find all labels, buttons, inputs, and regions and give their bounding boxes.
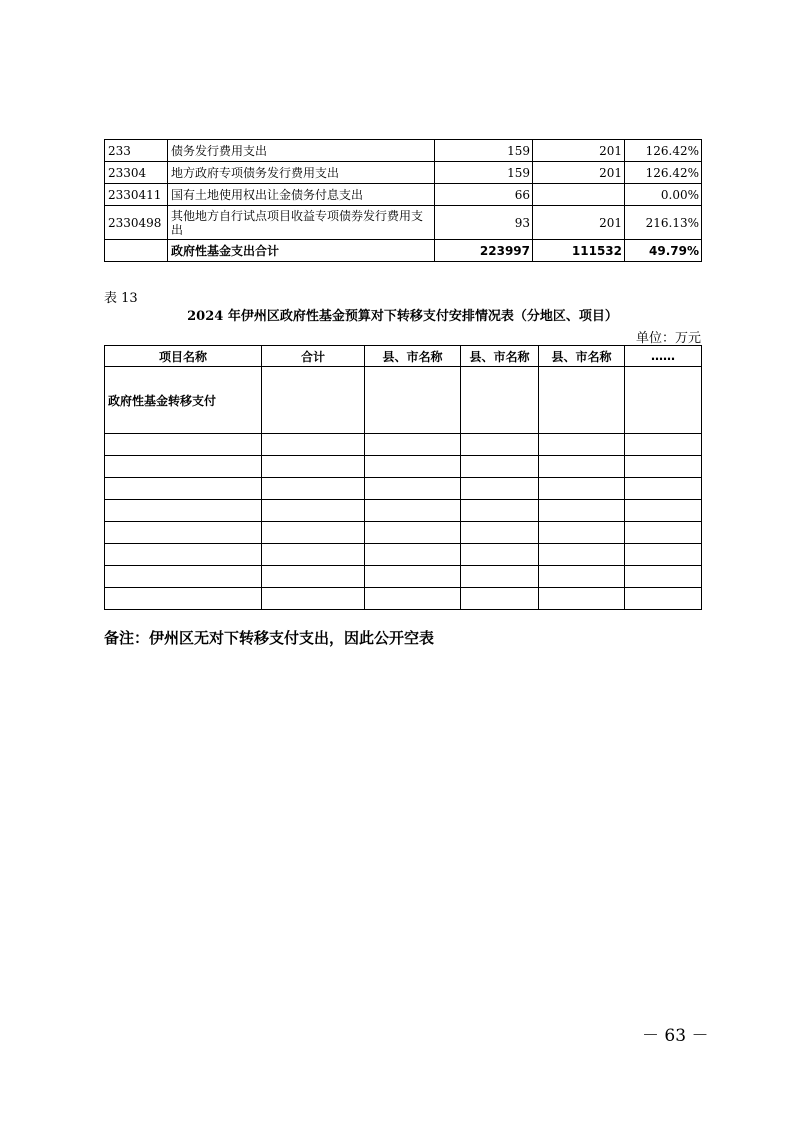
empty-cell — [262, 367, 365, 434]
empty-cell — [105, 500, 262, 522]
row-percent: 126.42% — [625, 140, 702, 162]
empty-cell — [365, 500, 461, 522]
empty-cell — [461, 544, 539, 566]
table-row — [105, 588, 702, 610]
empty-cell — [625, 588, 702, 610]
empty-cell — [262, 588, 365, 610]
table-row — [105, 544, 702, 566]
empty-cell — [262, 500, 365, 522]
empty-cell — [539, 500, 625, 522]
empty-cell — [539, 478, 625, 500]
empty-cell — [461, 434, 539, 456]
empty-cell — [625, 434, 702, 456]
unit-label: 单位：万元 — [635, 331, 701, 346]
header-cell: 项目名称 — [105, 346, 262, 367]
empty-cell — [461, 588, 539, 610]
empty-cell — [262, 522, 365, 544]
row-percent: 216.13% — [625, 206, 702, 240]
total-percent: 49.79% — [625, 240, 702, 262]
empty-cell — [461, 478, 539, 500]
empty-cell — [461, 522, 539, 544]
table-row — [105, 367, 702, 434]
row-code: 23304 — [105, 162, 168, 184]
row-code: 233 — [105, 140, 168, 162]
row-name: 债务发行费用支出 — [168, 140, 435, 162]
table-row — [105, 140, 702, 162]
empty-cell — [539, 544, 625, 566]
table-row — [105, 522, 702, 544]
row-code: 2330498 — [105, 206, 168, 240]
empty-cell — [105, 456, 262, 478]
empty-cell — [262, 434, 365, 456]
empty-cell — [625, 367, 702, 434]
table-row — [105, 478, 702, 500]
table-row — [105, 184, 702, 206]
empty-cell — [461, 566, 539, 588]
empty-cell — [461, 500, 539, 522]
table-row — [105, 206, 702, 240]
empty-cell — [105, 588, 262, 610]
page-number: － 63 － — [642, 1026, 709, 1046]
empty-cell — [365, 434, 461, 456]
row-value-1: 93 — [435, 206, 533, 240]
row-value-1: 159 — [435, 140, 533, 162]
empty-cell — [105, 566, 262, 588]
empty-cell — [625, 566, 702, 588]
empty-cell — [539, 588, 625, 610]
transfer-payment-table — [104, 345, 702, 610]
empty-cell — [539, 434, 625, 456]
table-row — [105, 456, 702, 478]
header-row — [105, 346, 702, 367]
empty-cell — [625, 478, 702, 500]
total-code — [105, 240, 168, 262]
empty-cell — [461, 367, 539, 434]
empty-cell — [461, 456, 539, 478]
empty-cell — [262, 456, 365, 478]
empty-cell — [105, 434, 262, 456]
header-cell: 县、市名称 — [539, 346, 625, 367]
budget-expenditure-table — [104, 139, 702, 262]
table-number: 表 13 — [104, 291, 138, 306]
total-value-2: 111532 — [533, 240, 625, 262]
row-percent: 126.42% — [625, 162, 702, 184]
row-percent: 0.00% — [625, 184, 702, 206]
remark-note: 备注：伊州区无对下转移支付支出，因此公开空表 — [104, 629, 435, 647]
empty-cell — [365, 544, 461, 566]
empty-cell — [105, 544, 262, 566]
empty-cell — [625, 500, 702, 522]
header-cell: …… — [625, 346, 702, 367]
empty-cell — [262, 566, 365, 588]
row-code: 2330411 — [105, 184, 168, 206]
total-value-1: 223997 — [435, 240, 533, 262]
table-row — [105, 434, 702, 456]
empty-cell — [539, 566, 625, 588]
row-label: 政府性基金转移支付 — [105, 367, 262, 434]
empty-cell — [105, 478, 262, 500]
header-cell: 县、市名称 — [365, 346, 461, 367]
table-row — [105, 566, 702, 588]
empty-cell — [365, 367, 461, 434]
empty-cell — [365, 478, 461, 500]
empty-cell — [539, 367, 625, 434]
header-cell: 县、市名称 — [461, 346, 539, 367]
empty-cell — [262, 478, 365, 500]
empty-cell — [365, 456, 461, 478]
total-row — [105, 240, 702, 262]
table-row — [105, 162, 702, 184]
empty-cell — [262, 544, 365, 566]
row-value-2: 201 — [533, 162, 625, 184]
row-value-1: 159 — [435, 162, 533, 184]
row-name: 其他地方自行试点项目收益专项债券发行费用支出 — [168, 206, 435, 240]
empty-cell — [365, 588, 461, 610]
row-value-2: 201 — [533, 140, 625, 162]
empty-cell — [539, 522, 625, 544]
row-value-1: 66 — [435, 184, 533, 206]
row-value-2: 201 — [533, 206, 625, 240]
empty-cell — [365, 566, 461, 588]
row-name: 国有土地使用权出让金债务付息支出 — [168, 184, 435, 206]
table-row — [105, 500, 702, 522]
table-title: 2024 年伊州区政府性基金预算对下转移支付安排情况表（分地区、项目） — [187, 309, 618, 324]
row-name: 地方政府专项债务发行费用支出 — [168, 162, 435, 184]
empty-cell — [539, 456, 625, 478]
empty-cell — [625, 456, 702, 478]
header-cell: 合计 — [262, 346, 365, 367]
empty-cell — [365, 522, 461, 544]
total-name: 政府性基金支出合计 — [168, 240, 435, 262]
empty-cell — [625, 522, 702, 544]
empty-cell — [105, 522, 262, 544]
row-value-2 — [533, 184, 625, 206]
empty-cell — [625, 544, 702, 566]
